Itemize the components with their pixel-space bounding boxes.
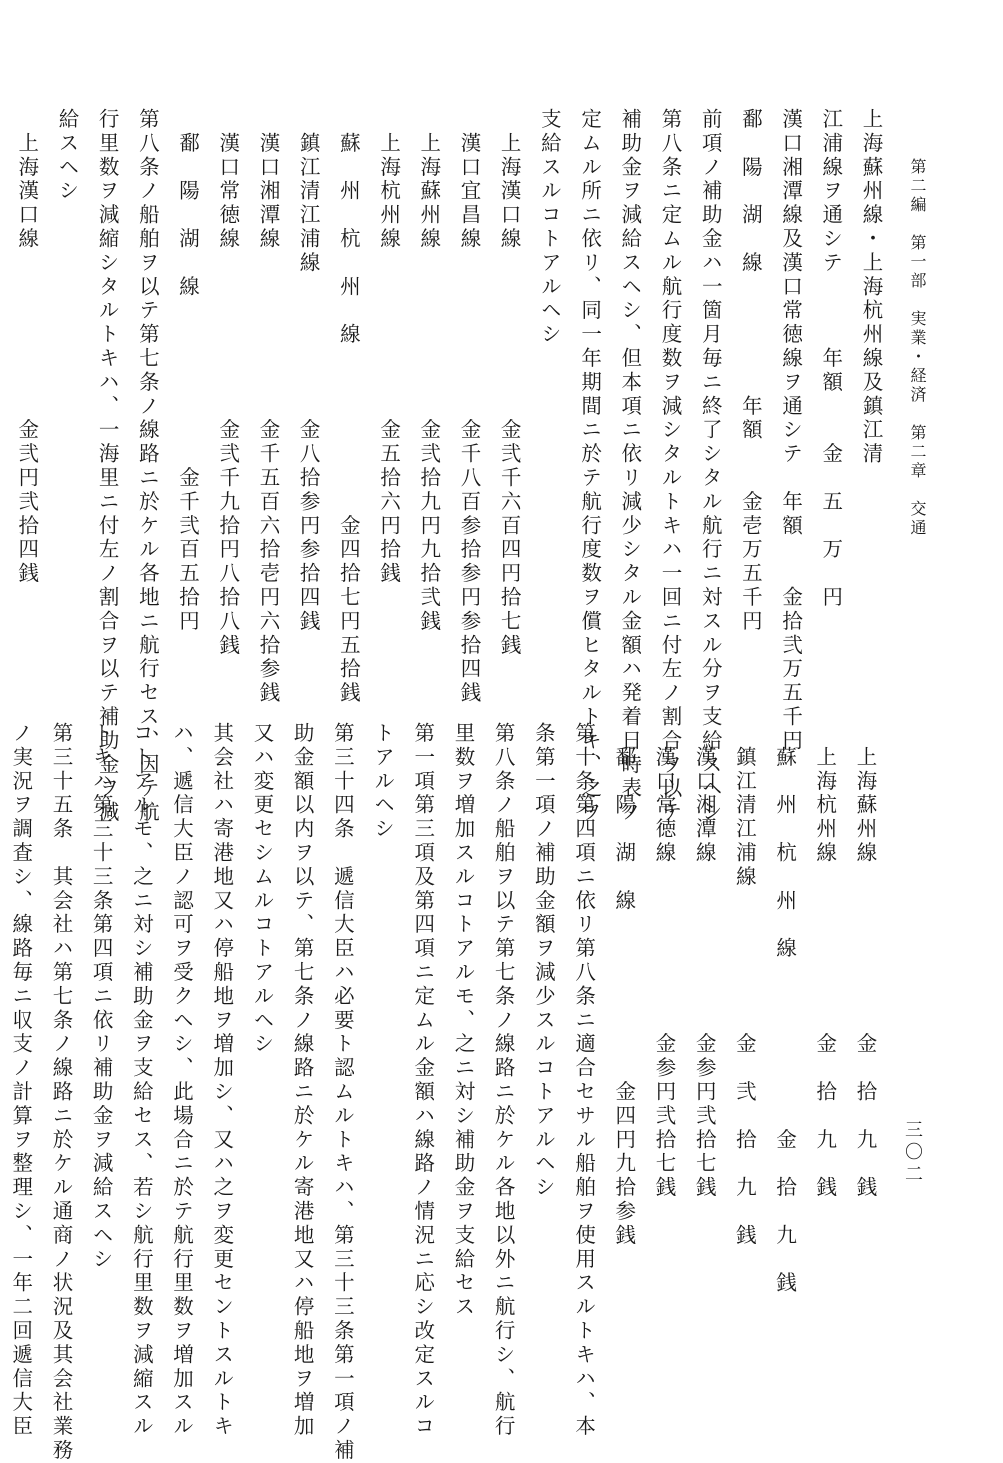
text-column: トキハ第三十三条第四項ニ依リ補助金ヲ減給スヘシ bbox=[89, 722, 114, 1272]
text-column: 蘇 州 杭 州 線 金四拾七円五拾銭 bbox=[336, 108, 361, 706]
text-column: ハ、遞信大臣ノ認可ヲ受クヘシ、此場合ニ於テ航行里数ヲ増加スル bbox=[169, 722, 194, 1439]
text-column: 第八条ノ船舶ヲ以テ第七条ノ線路ニ於ケル各地以外ニ航行シ、航行 bbox=[491, 722, 516, 1439]
text-column: 漢口湘潭線 金参円弐拾七銭 bbox=[692, 722, 717, 1200]
text-column: 助金額以内ヲ以テ、第七条ノ線路ニ於ケル寄港地又ハ停船地ヲ増加 bbox=[290, 722, 315, 1439]
running-header: 第二編 第一部 実業・経済 第二章 交通 bbox=[908, 158, 927, 538]
text-column: 上海蘇州線・上海杭州線及鎮江清 bbox=[859, 108, 883, 467]
text-column: 上海漢口線 金弐円弐拾四銭 bbox=[14, 108, 39, 586]
text-column: 漢口宜昌線 金千八百参拾参円参拾四銭 bbox=[456, 108, 481, 706]
text-column: 蘇 州 杭 州 線 金 拾 九 銭 bbox=[772, 722, 797, 1296]
text-column: 里数ヲ増加スルコトアルモ、之ニ対シ補助金ヲ支給セス bbox=[450, 722, 475, 1320]
text-column: 漢口湘潭線及漢口常徳線ヲ通シテ 年額 金拾弐万五千円 bbox=[778, 108, 803, 754]
text-column: 漢口常徳線 金参円弐拾七銭 bbox=[651, 722, 676, 1200]
upper-text-block bbox=[0, 108, 891, 825]
text-column: 鄱 陽 湖 線 年額 金壱万五千円 bbox=[738, 108, 763, 634]
text-column: 補助金ヲ減給スヘシ、但本項ニ依リ減少シタル金額ハ発着日時表ノ bbox=[617, 108, 642, 825]
text-column: 上海杭州線 金 拾 九 銭 bbox=[812, 722, 837, 1200]
text-column: 第八条ニ定ムル航行度数ヲ減シタルトキハ一回ニ付左ノ割合ヲ以テ bbox=[657, 108, 682, 825]
text-column: 上海漢口線 金弐千六百四円拾七銭 bbox=[497, 108, 522, 658]
text-column: 第十条第四項ニ依リ第八条ニ適合セサル船舶ヲ使用スルトキハ、本 bbox=[571, 722, 596, 1439]
text-column: ノ実況ヲ調査シ、線路毎ニ収支ノ計算ヲ整理シ、一年二回遞信大臣 bbox=[8, 722, 33, 1439]
text-column: 上海蘇州線 金 拾 九 銭 bbox=[853, 722, 877, 1200]
text-column: 給スヘシ bbox=[54, 108, 79, 204]
text-column: 上海杭州線 金五拾六円拾銭 bbox=[376, 108, 401, 586]
text-column: 鄱 陽 湖 線 金千弐百五拾円 bbox=[175, 108, 200, 634]
text-column: 支給スルコトアルヘシ bbox=[537, 108, 562, 347]
text-column: 第三十五条 其会社ハ第七条ノ線路ニ於ケル通商ノ状況及其会社業務 bbox=[48, 722, 73, 1463]
text-column: 鄱 陽 湖 線 金四円九拾参銭 bbox=[611, 722, 636, 1248]
text-column: 前項ノ補助金ハ一箇月毎ニ終了シタル航行ニ対スル分ヲ支給スヘシ bbox=[698, 108, 723, 825]
text-column: 漢口常徳線 金弐千九拾円八拾八銭 bbox=[215, 108, 240, 658]
text-column: コトアルモ、之ニ対シ補助金ヲ支給セス、若シ航行里数ヲ減縮スル bbox=[129, 722, 154, 1439]
text-column: 漢口湘潭線 金千五百六拾壱円六拾参銭 bbox=[255, 108, 280, 706]
text-column: 第三十四条 遞信大臣ハ必要ト認ムルトキハ、第三十三条第一項ノ補 bbox=[330, 722, 355, 1463]
text-column: 第一項第三項及第四項ニ定ムル金額ハ線路ノ情況ニ応シ改定スルコ bbox=[410, 722, 435, 1439]
text-column: 江浦線ヲ通シテ 年額 金 五 万 円 bbox=[818, 108, 843, 610]
text-column: 行里数ヲ減縮シタルトキハ、一海里ニ付左ノ割合ヲ以テ補助金ヲ減 bbox=[95, 108, 120, 825]
text-column bbox=[0, 108, 7, 688]
text-column: 鎮江清江浦線 金八拾参円参拾四銭 bbox=[296, 108, 321, 634]
lower-text-block bbox=[1, 722, 885, 1463]
page-number: 三〇二 bbox=[902, 1120, 923, 1186]
text-column: 上海蘇州線 金弐拾九円九拾弐銭 bbox=[416, 108, 441, 634]
text-column: 鎮江清江浦線 金 弐 拾 九 銭 bbox=[732, 722, 757, 1248]
text-column: 第八条ノ船舶ヲ以テ第七条ノ線路ニ於ケル各地ニ航行セス、因テ航 bbox=[135, 108, 160, 825]
text-column: トアルヘシ bbox=[370, 722, 395, 842]
text-column: 其会社ハ寄港地又ハ停船地ヲ増加シ、又ハ之ヲ変更セントスルトキ bbox=[209, 722, 234, 1439]
text-column: 定ムル所ニ依リ、同一年期間ニ於テ航行度数ヲ償ヒタルトキ、之ヲ bbox=[577, 108, 602, 825]
text-column: 又ハ変更セシムルコトアルヘシ bbox=[249, 722, 274, 1057]
text-column: 条第一項ノ補助金額ヲ減少スルコトアルヘシ bbox=[531, 722, 556, 1200]
